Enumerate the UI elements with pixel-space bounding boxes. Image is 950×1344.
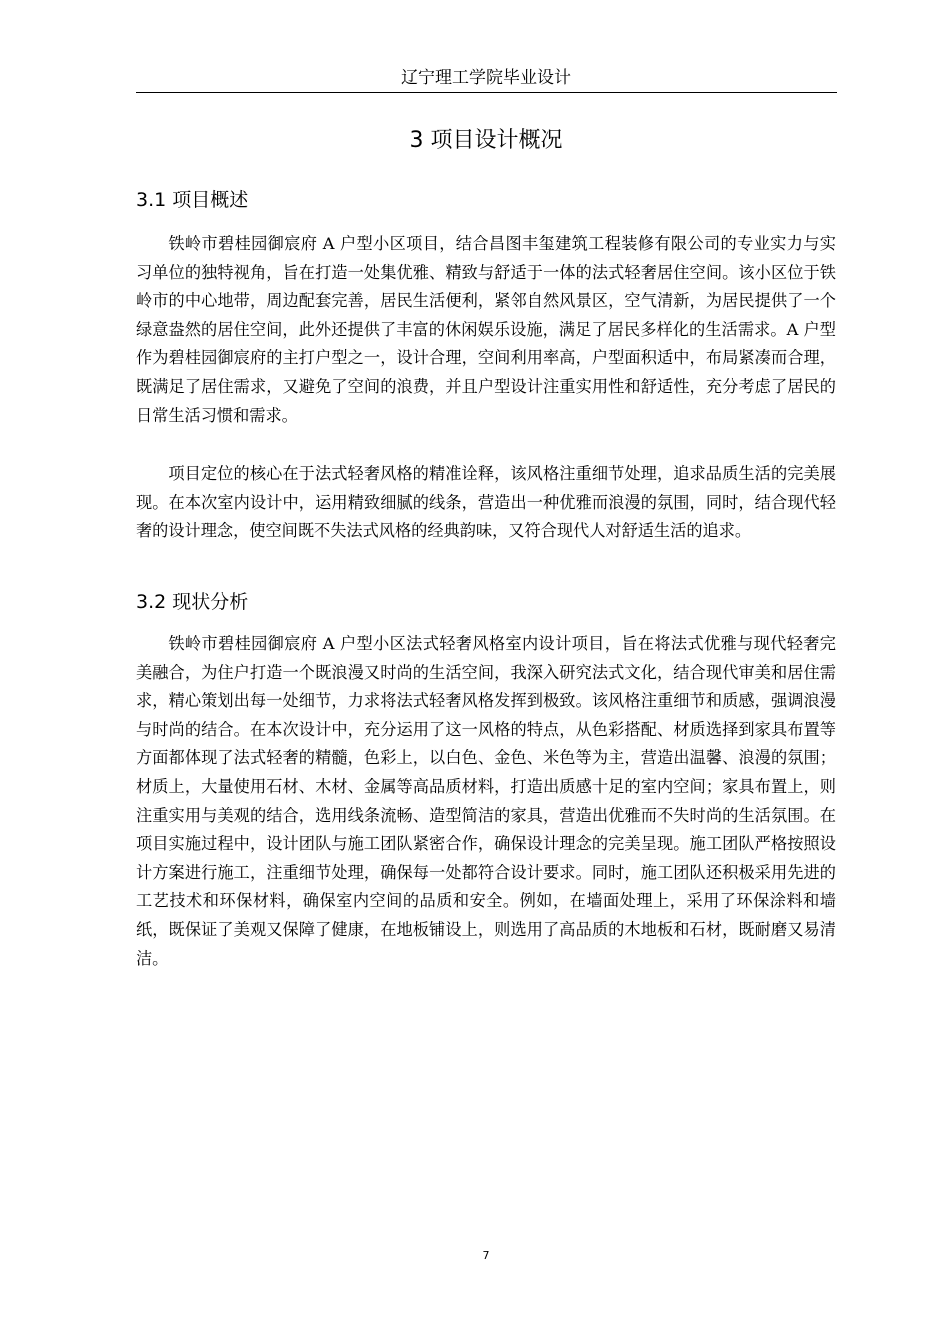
page-header: 辽宁理工学院毕业设计 [401, 68, 571, 88]
paragraph-3-1-1: 铁岭市碧桂园御宸府 A 户型小区项目，结合昌图丰玺建筑工程装修有限公司的专业实力与实习单位的独特视角，旨在打造一处集优雅、精致与舒适于一体的法式轻奢居住空间。该小区位于铁岭市的中心地带，周边配套完善，居民生活便利，紧邻自然风景区，空气清新，为居民提供了一个绿意盎然的居住空间，此外还提供了丰富的休闲娱乐设施，满足了居民多样化的生活需求。A 户型作为碧桂园御宸府的主打户型之一，设计合理，空间利用率高，户型面积适中，布局紧凑而合理，既满足了居住需求，又避免了空间的浪费，并且户型设计注重实用性和舒适性，充分考虑了居民的日常生活习惯和需求。 [136, 234, 836, 425]
header-rule [136, 92, 837, 93]
paragraph-3-2-1: 铁岭市碧桂园御宸府 A 户型小区法式轻奢风格室内设计项目，旨在将法式优雅与现代轻奢完美融合，为住户打造一个既浪漫又时尚的生活空间，我深入研究法式文化，结合现代审美和居住需求，精心策划出每一处细节，力求将法式轻奢风格发挥到极致。该风格注重细节和质感，强调浪漫与时尚的结合。在本次设计中，充分运用了这一风格的特点，从色彩搭配、材质选择到家具布置等方面都体现了法式轻奢的精髓，色彩上，以白色、金色、米色等为主，营造出温馨、浪漫的氛围；材质上，大量使用石材、木材、金属等高品质材料，打造出质感十足的室内空间；家具布置上，则注重实用与美观的结合，选用线条流畅、造型简洁的家具，营造出优雅而不失时尚的生活氛围。在项目实施过程中，设计团队与施工团队紧密合作，确保设计理念的完美呈现。施工团队严格按照设计方案进行施工，注重细节处理，确保每一处都符合设计要求。同时，施工团队还积极采用先进的工艺技术和环保材料，确保室内空间的品质和安全。例如，在墙面处理上，采用了环保涂料和墙纸，既保证了美观又保障了健康，在地板铺设上，则选用了高品质的木地板和石材，既耐磨又易清洁。 [136, 634, 836, 968]
section-heading-3-2: 3.2 现状分析 [136, 591, 249, 613]
section-heading-3-1: 3.1 项目概述 [136, 189, 249, 211]
paragraph-3-1-2: 项目定位的核心在于法式轻奢风格的精准诠释，该风格注重细节处理，追求品质生活的完美展现。在本次室内设计中，运用精致细腻的线条，营造出一种优雅而浪漫的氛围，同时，结合现代轻奢的设计理念，使空间既不失法式风格的经典韵味，又符合现代人对舒适生活的追求。 [136, 464, 836, 541]
page-number: 7 [482, 1249, 490, 1262]
chapter-title: 3 项目设计概况 [409, 128, 563, 153]
